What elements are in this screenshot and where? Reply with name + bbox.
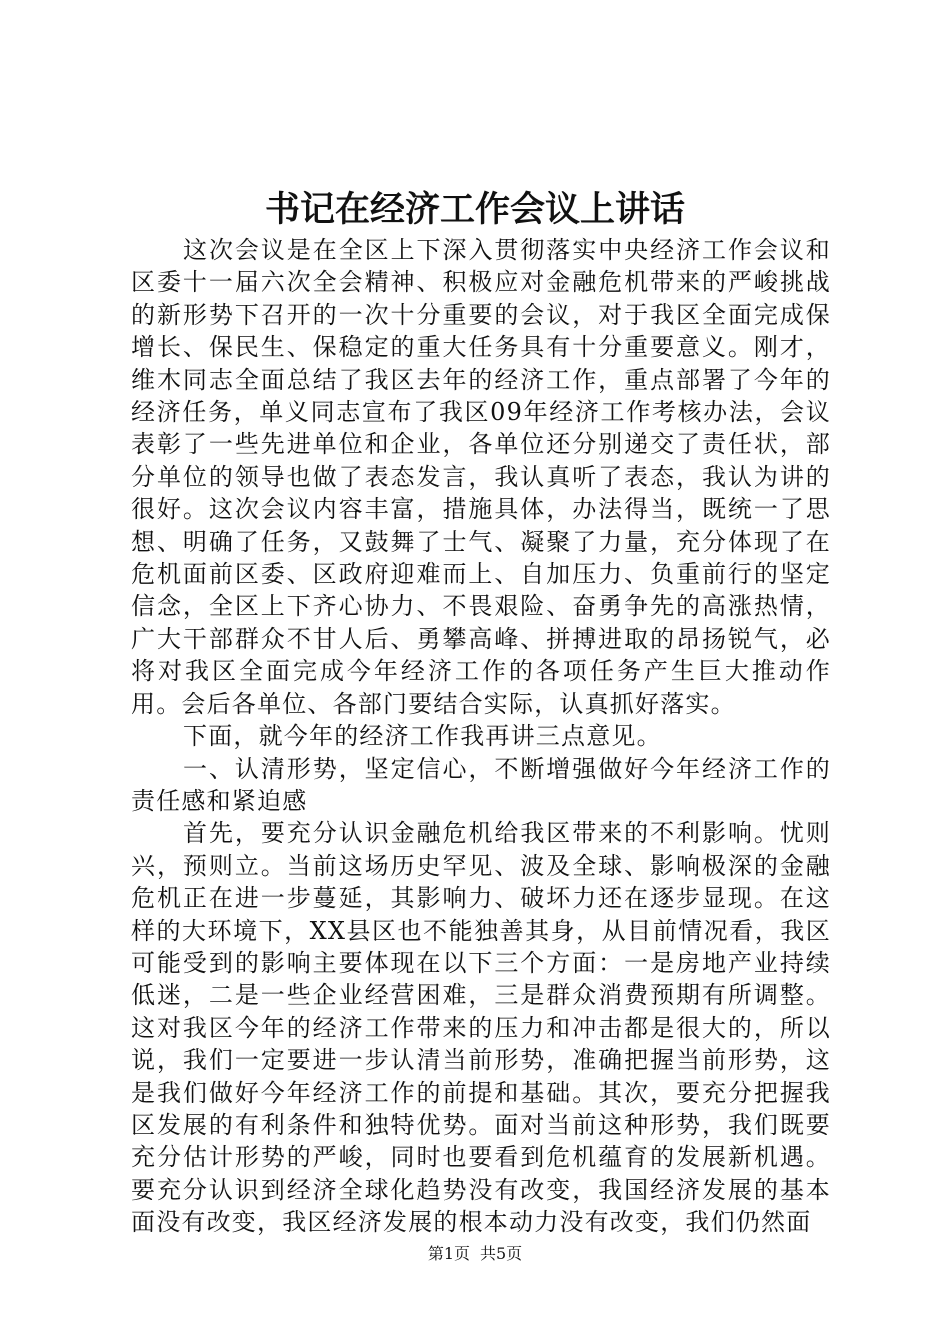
paragraph-opening: 这次会议是在全区上下深入贯彻落实中央经济工作会议和区委十一届六次全会精神、积极应对金融危机带来的严峻挑战的新形势下召开的一次十分重要的会议，对于我区全面完成保增长、保民生、保稳定的重大任务具有十分重要意义。刚才，维木同志全面总结了我区去年的经济工作，重点部署了今年的经济任务，单义同志宣布了我区09年经济工作考核办法，会议表彰了一些先进单位和企业，各单位还分别递交了责任状，部分单位的领导也做了表态发言，我认真听了表态，我认为讲的很好。这次会议内容丰富，措施具体，办法得当，既统一了思想、明确了任务，又鼓舞了士气、凝聚了力量，充分体现了在危机面前区委、区政府迎难而上、自加压力、负重前行的坚定信念，全区上下齐心协力、不畏艰险、奋勇争先的高涨热情，广大干部群众不甘人后、勇攀高峰、拼搏进取的昂扬锐气，必将对我区全面完成今年经济工作的各项任务产生巨大推动作用。会后各单位、各部门要结合实际，认真抓好落实。 bbox=[131, 236, 831, 718]
paragraph-transition: 下面，就今年的经济工作我再讲三点意见。 bbox=[183, 722, 662, 751]
page-footer bbox=[0, 1243, 950, 1265]
section-heading-one: 一、认清形势，坚定信心，不断增强做好今年经济工作的责任感和紧迫感 bbox=[131, 754, 831, 815]
page-total: 共5页 bbox=[480, 1244, 523, 1263]
page-number: 第1页 bbox=[427, 1244, 470, 1263]
paragraph-section-one: 首先，要充分认识金融危机给我区带来的不利影响。忧则兴，预则立。当前这场历史罕见、波及全球、影响极深的金融危机正在进一步蔓延，其影响力、破坏力还在逐步显现。在这样的大环境下，XX县区也不能独善其身，从目前情况看，我区可能受到的影响主要体现在以下三个方面：一是房地产业持续低迷，二是一些企业经营困难，三是群众消费预期有所调整。这对我区今年的经济工作带来的压力和冲击都是很大的，所以说，我们一定要进一步认清当前形势，准确把握当前形势，这是我们做好今年经济工作的前提和基础。其次，要充分把握我区发展的有利条件和独特优势。面对当前这种形势，我们既要充分估计形势的严峻，同时也要看到危机蕴育的发展新机遇。要充分认识到经济全球化趋势没有改变，我国经济发展的基本面没有改变，我区经济发展的根本动力没有改变，我们仍然面 bbox=[131, 819, 831, 1237]
document-body bbox=[131, 234, 831, 1239]
document-title: 书记在经济工作会议上讲话 bbox=[264, 189, 685, 230]
